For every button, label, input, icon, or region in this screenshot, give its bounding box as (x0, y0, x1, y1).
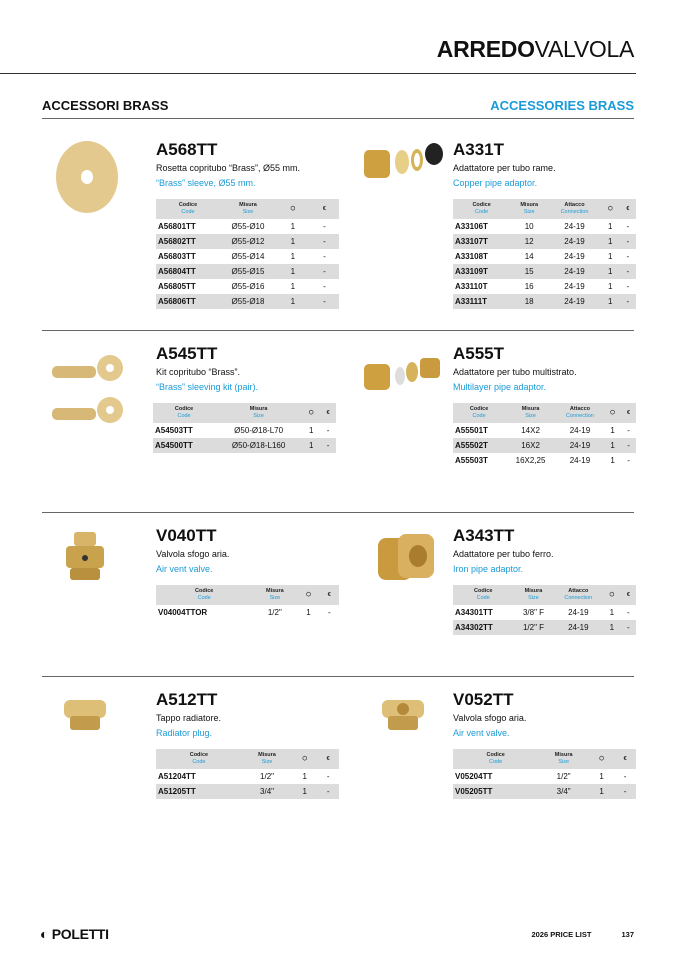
product-desc-en: Copper pipe adaptor. (453, 178, 538, 188)
product-v052tt (453, 690, 636, 799)
product-a545tt (156, 344, 336, 453)
product-desc-it: Tappo radiatore. (156, 713, 222, 723)
box-icon: ⬡ (604, 403, 621, 423)
box-icon: ⬡ (589, 749, 614, 769)
product-desc-it: Adattatore per tubo ferro. (453, 549, 554, 559)
product-code: A331T (453, 140, 505, 159)
row-divider (42, 330, 634, 331)
box-icon: ⬡ (302, 403, 320, 423)
price-list-label: 2026 PRICE LIST (531, 930, 592, 939)
box-icon: ⬡ (292, 749, 317, 769)
page-number: 137 (621, 930, 634, 939)
rosette-image (54, 140, 120, 214)
logo-icon: ◐ (40, 926, 49, 942)
row-divider (42, 676, 634, 677)
sleeving-kit-image (50, 350, 128, 434)
multilayer-adaptor-image (362, 350, 446, 394)
product-code: V052TT (453, 690, 514, 709)
air-vent-valve-2-image (380, 694, 426, 738)
product-desc-it: Valvola sfogo aria. (156, 549, 230, 559)
spec-table: Codice Code Misura Size Attacco Connection ⬡ € A55501T 14X2 24-19 1 - A55502T 16X2 24-19 1 - A55503T 16X2,25 24-19 1 - (453, 403, 636, 468)
product-code: A512TT (156, 690, 218, 709)
spec-table: Codice Code Misura Size ⬡ € A54503TT Ø50-Ø18-L70 1 - A54500TT Ø50-Ø18-L160 1 - (153, 403, 336, 453)
product-desc-en: Air vent valve. (156, 564, 213, 574)
copper-adaptor-image (362, 140, 450, 184)
radiator-plug-image (62, 694, 108, 738)
box-icon: ⬡ (603, 585, 621, 605)
section-title-en: ACCESSORIES BRASS (490, 98, 634, 113)
spec-table: Codice Code Misura Size ⬡ € A51204TT 1/2" 1 - A51205TT 3/4" 1 - (156, 749, 339, 799)
poletti-logo: ◐ POLETTI (40, 926, 109, 942)
iron-adaptor-image (374, 530, 440, 586)
product-code: A545TT (156, 344, 218, 363)
air-vent-valve-image (62, 530, 108, 584)
product-desc-en: Air vent valve. (453, 728, 510, 738)
box-icon: ⬡ (297, 585, 319, 605)
box-icon: ⬡ (601, 199, 620, 219)
product-desc-it: Rosetta copritubo “Brass”, Ø55 mm. (156, 163, 301, 173)
spec-table: Codice Code Misura Size ⬡ € A56801TT Ø55-Ø10 1 - A56802TT Ø55-Ø12 1 - A56803TT Ø55-Ø14 1 - A56804TT Ø55-Ø15 1 - A56805TT Ø55-Ø16 1 - A56806TT Ø55-Ø18 1 - (156, 199, 339, 309)
spec-table: Codice Code Misura Size Attacco Connection ⬡ € A33106T 10 24-19 1 - A33107T 12 24-19 1 - A33108T 14 24-19 1 - A33109T 15 24-19 1 - A33110T 16 24-19 1 - A33111T 18 24-19 1 - (453, 199, 636, 309)
product-desc-it: Valvola sfogo aria. (453, 713, 527, 723)
product-desc-en: “Brass” sleeving kit (pair). (156, 382, 259, 392)
product-v040tt (156, 526, 339, 620)
footer-info (501, 930, 634, 939)
spec-table: Codice Code Misura Size Attacco Connection ⬡ € A34301TT 3/8" F 24-19 1 - A34302TT 1/2" F 24-19 1 - (453, 585, 636, 635)
product-desc-en: Radiator plug. (156, 728, 213, 738)
box-icon: ⬡ (276, 199, 310, 219)
spec-table: Codice Code Misura Size ⬡ € V05204TT 1/2" 1 - V05205TT 3/4" 1 - (453, 749, 636, 799)
product-desc-it: Adattatore per tubo multistrato. (453, 367, 577, 377)
spec-table: Codice Code Misura Size ⬡ € V04004TTOR 1/2" 1 - (156, 585, 339, 620)
product-desc-it: Adattatore per tubo rame. (453, 163, 556, 173)
product-a568tt (156, 140, 339, 309)
row-divider (42, 512, 634, 513)
product-a512tt (156, 690, 339, 799)
header-rule (0, 73, 636, 74)
product-code: A555T (453, 344, 505, 363)
product-a331t (453, 140, 636, 309)
product-desc-en: Iron pipe adaptor. (453, 564, 524, 574)
product-desc-it: Kit copritubo “Brass”. (156, 367, 241, 377)
product-desc-en: Multilayer pipe adaptor. (453, 382, 547, 392)
product-a343tt (453, 526, 636, 635)
section-title-it: ACCESSORI BRASS (42, 98, 169, 113)
product-desc-en: “Brass” sleeve, Ø55 mm. (156, 178, 256, 188)
product-code: A343TT (453, 526, 515, 545)
product-a555t (453, 344, 636, 468)
section-rule (42, 118, 634, 119)
product-code: V040TT (156, 526, 217, 545)
product-code: A568TT (156, 140, 218, 159)
page-header-title: ARREDOVALVOLA (436, 36, 634, 62)
